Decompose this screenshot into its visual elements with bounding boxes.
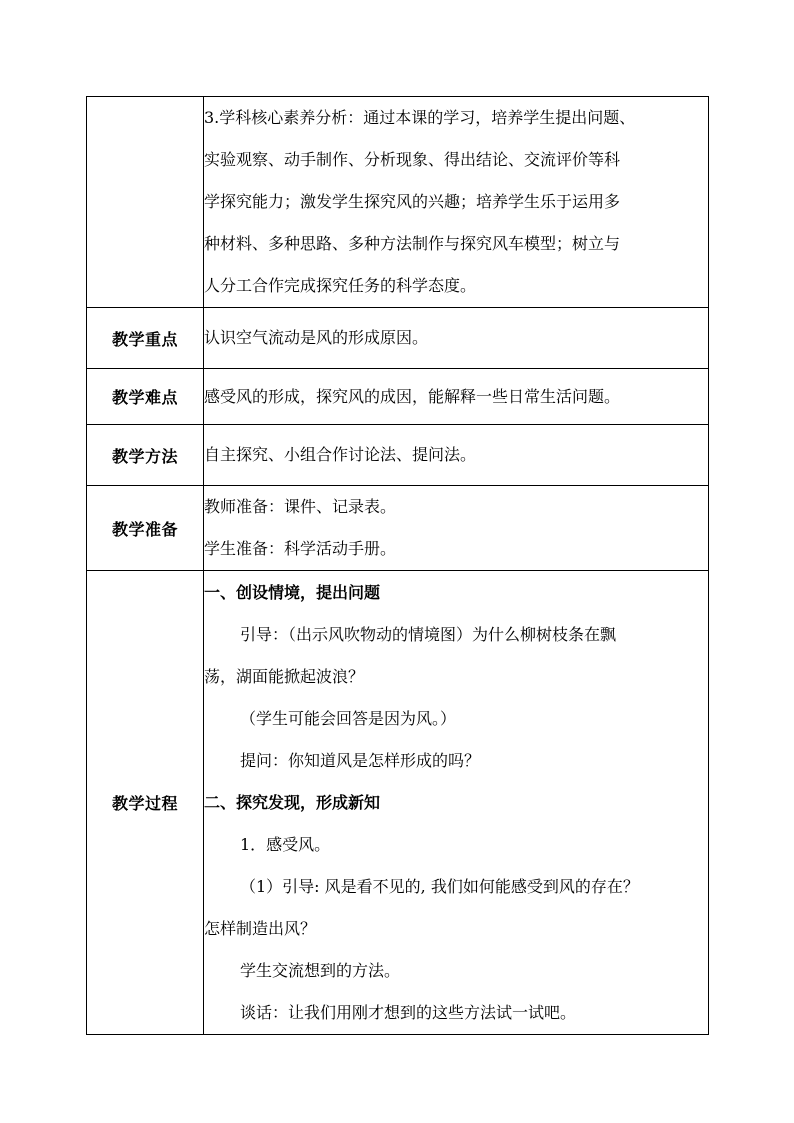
section-1-heading: 一、创设情境，提出问题 <box>204 583 381 602</box>
process-content-cell <box>204 571 709 1035</box>
competency-line-5: 人分工合作完成探究任务的科学态度。 <box>204 276 477 295</box>
key-point-text: 认识空气流动是风的形成原因。 <box>204 328 429 347</box>
sub-step-1-line-2: 怎样制造出风？ <box>204 919 317 938</box>
preparation-label: 教学准备 <box>87 486 204 571</box>
sub-step-1-line-1: （1）引导: 风是看不见的, 我们如何能感受到风的存在？ <box>240 877 639 896</box>
teacher-preparation-text: 教师准备：课件、记录表。 <box>204 497 397 516</box>
method-text: 自主探究、小组合作讨论法、提问法。 <box>204 445 477 464</box>
talk-text: 谈话：让我们用刚才想到的这些方法试一试吧。 <box>240 1003 577 1022</box>
competency-row <box>87 97 709 308</box>
student-preparation-text: 学生准备：科学活动手册。 <box>204 539 397 558</box>
competency-label-cell <box>87 97 204 308</box>
key-point-row <box>87 308 709 369</box>
difficulty-label: 教学难点 <box>87 369 204 425</box>
guide-text-line-2: 荡，湖面能掀起波浪？ <box>204 667 365 686</box>
student-answer-text: （学生可能会回答是因为风。） <box>240 709 457 728</box>
preparation-row <box>87 486 709 571</box>
method-content-cell <box>204 425 709 486</box>
method-row <box>87 425 709 486</box>
key-point-content-cell <box>204 308 709 369</box>
guide-text-line-1: 引导：（出示风吹物动的情境图）为什么柳树枝条在飘 <box>240 625 617 644</box>
competency-line-1: 3.学科核心素养分析：通过本课的学习，培养学生提出问题、 <box>204 108 636 127</box>
student-exchange-text: 学生交流想到的方法。 <box>240 961 401 980</box>
competency-content-cell <box>204 97 709 308</box>
difficulty-text: 感受风的形成，探究风的成因，能解释一些日常生活问题。 <box>204 386 621 406</box>
preparation-content-cell <box>204 486 709 571</box>
lesson-plan-table <box>86 96 709 1035</box>
section-2-heading: 二、探究发现，形成新知 <box>204 793 381 812</box>
process-row <box>87 571 709 1035</box>
key-point-label: 教学重点 <box>87 308 204 369</box>
difficulty-content-cell <box>204 369 709 425</box>
method-label: 教学方法 <box>87 425 204 486</box>
competency-line-4: 种材料、多种思路、多种方法制作与探究风车模型；树立与 <box>204 234 621 253</box>
difficulty-row <box>87 369 709 425</box>
question-text: 提问：你知道风是怎样形成的吗？ <box>240 751 481 770</box>
process-label: 教学过程 <box>87 571 204 1035</box>
competency-line-2: 实验观察、动手制作、分析现象、得出结论、交流评价等科 <box>204 150 621 169</box>
competency-line-3: 学探究能力；激发学生探究风的兴趣；培养学生乐于运用多 <box>204 192 621 211</box>
step-1-text: 1．感受风。 <box>240 835 331 854</box>
